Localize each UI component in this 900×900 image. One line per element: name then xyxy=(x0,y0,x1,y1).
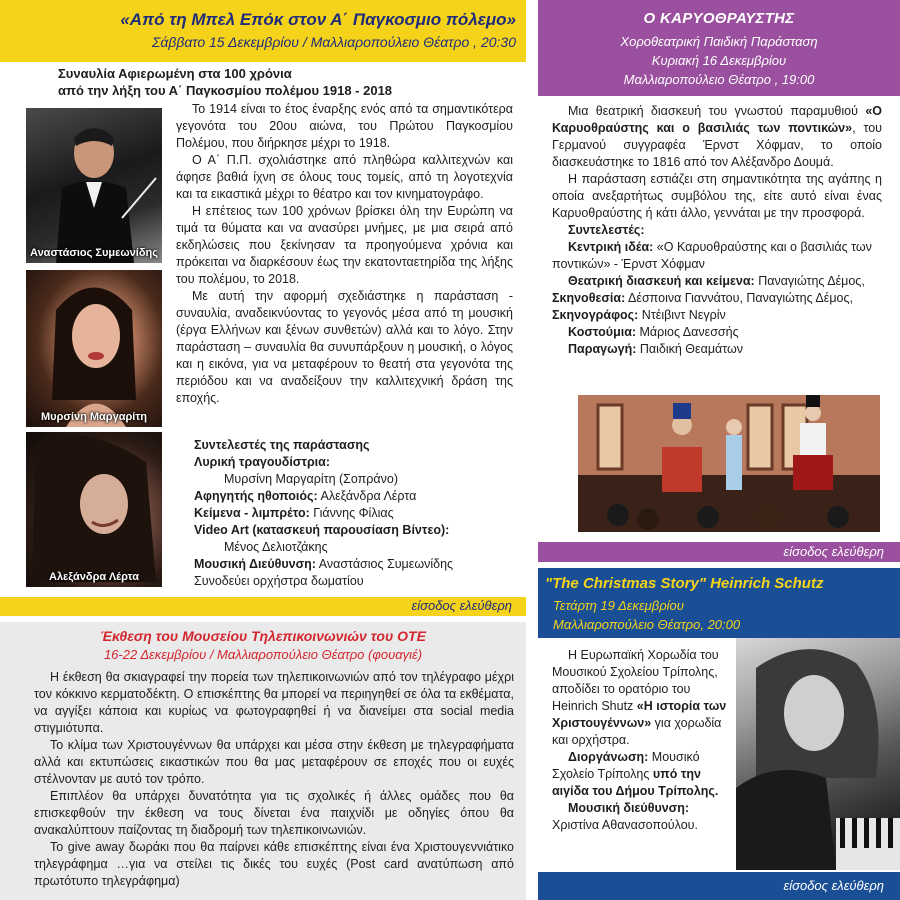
paragraph: To give away δωράκι που θα παίρνει κάθε επισκέπτης είναι ένα Χριστουγεννιάτικο τηλεγράφημα …για να στείλει τις δικές του ευχές (Post card ανατύπωση από πρωτότυπο τηλεγράφημα) xyxy=(34,840,514,888)
nutcracker-date: Κυριακή 16 Δεκεμβρίου xyxy=(651,53,787,68)
credit-label: Λυρική τραγουδίστρια: xyxy=(194,455,330,469)
credit-value: Συνοδεύει ορχήστρα δωματίου xyxy=(194,574,364,588)
photo-caption: Αναστάσιος Συμεωνίδης xyxy=(30,247,158,259)
credit-value: Μυρσίνη Μαργαρίτη (Σοπράνο) xyxy=(224,472,398,486)
left-event-title: «Από τη Μπελ Επόκ στον Α΄ Παγκοσμιο πόλεμο» xyxy=(120,10,516,29)
credit-value: Μουσικό Σχολείο Τρίπολης xyxy=(552,750,700,781)
paragraph: Η επέτειος των 100 χρόνων βρίσκει όλη την Ευρώπη να τιμά τα θύματα και να ανασύρει μνήμες, με μια σειρά από εκδηλώσεις που ξεκίνησαν τα προηγούμενα χρόνια και πρόκειται να διαρκέσουν έως την εκατονταετηρίδα της λήξης του πολέμου, το 2018. xyxy=(176,204,513,286)
credit-value: Μάριος Δανεσσής xyxy=(636,325,739,339)
narrator-figure xyxy=(26,432,162,587)
concert-line-2: από την λήξη του Α΄ Παγκοσμίου πολέμου 1918 - 2018 xyxy=(58,83,393,98)
credit-value: Χριστίνα Αθανασοπούλου. xyxy=(552,818,698,832)
soprano-figure xyxy=(26,270,162,427)
nutcracker-title: Ο ΚΑΡΥΟΘΡΑΥΣΤΗΣ xyxy=(643,10,795,27)
credit-label: Μουσική Διεύθυνση: xyxy=(194,557,316,571)
photo-caption: Μυρσίνη Μαργαρίτη xyxy=(41,411,147,423)
credit-value: Γιάννης Φίλιας xyxy=(309,506,394,520)
stage-scene xyxy=(578,395,880,532)
director-figure xyxy=(736,638,900,870)
credit-line xyxy=(552,273,882,324)
credit-label: Αφηγητής ηθοποιός: xyxy=(194,489,318,503)
credit-label: Σκηνοθεσία: xyxy=(552,291,626,305)
christmas-story-venue: Μαλλιαροπούλειο Θέατρο, 20:00 xyxy=(553,617,741,632)
credit-label: Κοστούμια: xyxy=(568,325,637,339)
credits-heading: Συντελεστές: xyxy=(568,223,645,237)
conductor-figure xyxy=(26,108,162,263)
choir-director-photo xyxy=(736,638,900,870)
credit-label: Θεατρική διασκευή και κείμενα: xyxy=(568,274,755,288)
concert-line-1: Συναυλία Αφιερωμένη στα 100 χρόνια xyxy=(58,66,292,81)
credit-label: Διοργάνωση: xyxy=(568,750,649,764)
credit-line xyxy=(552,341,882,358)
credit-label: Μουσική διεύθυνση: xyxy=(568,801,690,815)
credit-value: Αναστάσιος Συμεωνίδης xyxy=(315,557,454,571)
photo-conductor xyxy=(26,108,162,263)
work-title: «Η ιστορία των Χριστουγέννων» xyxy=(552,699,727,730)
left-event-description xyxy=(176,101,513,407)
christmas-story-date: Τετάρτη 19 Δεκεμβρίου xyxy=(553,598,684,613)
credit-value: Παναγιώτης Δέμος, xyxy=(754,274,865,288)
credit-value: Μένος Δελιοτζάκης xyxy=(224,540,328,554)
nutcracker-genre: Χοροθεατρική Παιδική Παράσταση xyxy=(620,34,818,49)
column-divider xyxy=(531,0,533,900)
paragraph: Ο Α΄ Π.Π. σχολιάστηκε από πληθώρα καλλιτεχνών και άφησε βαθιά ίχνη σε όλους τους τομείς, από τη λογοτεχνία και τα εικαστικά μέχρι το θέατρο και τον κινηματογράφο. xyxy=(176,153,513,201)
christmas-story-free-entry-bar xyxy=(538,872,900,900)
paragraph xyxy=(552,103,882,171)
paragraph: Το 1914 είναι το έτος έναρξης ενός από τα σημαντικότερα γεγονότα του 20ου αιώνα, του Πρώτου Παγκοσμίου Πολέμου, που διήρκησε μέχρι το 1918. xyxy=(176,102,513,150)
nutcracker-free-entry-bar xyxy=(538,542,900,562)
credit-label: Video Art (κατασκευή παρουσίαση Βίντεο): xyxy=(194,523,450,537)
concert-dedication xyxy=(58,65,478,99)
story-title: «Ο Καρυοθραύστης και ο βασιλιάς των ποντικών» xyxy=(552,104,882,135)
nutcracker-venue: Μαλλιαροπούλειο Θέατρο , 19:00 xyxy=(623,72,815,87)
paragraph: Με αυτή την αφορμή σχεδιάστηκε η παράσταση - συναυλία, αναδεικνύοντας το γεγονός μέσα από τη μουσική (έργα Ελλήνων και ξένων συνθετών) αλλά και το λόγο. Στην παράσταση – συναυλία θα συνυπάρξουν η μουσική, ο λόγος και η εικόνα, για να μεταφέρουν το θεατή στα γεγονότα της περιόδου και να αναδείξουν την καλλιτεχνική δράση της εποχής. xyxy=(176,289,513,405)
paragraph: Επιπλέον θα υπάρχει δυνατότητα για τις σχολικές ή άλλες ομάδες που θα επισκεφθούν την έκθεση να τους δίνεται ένα παιχνίδι με οδηγίες όπου θα ανακαλύπτουν παίζοντας τη διαδρομή των τηλεπικοινωνιών. xyxy=(34,789,514,837)
photo-caption: Αλεξάνδρα Λέρτα xyxy=(49,571,139,583)
credit-value: Αλεξάνδρα Λέρτα xyxy=(317,489,417,503)
credit-line xyxy=(552,324,882,341)
left-event-credits xyxy=(194,437,514,590)
text: , του Γερμανού συγγραφέα Έρνστ Χόφμαν, το οποίο διασκευάστηκε το 1816 από τον Αλέξανδρο Δουμά. xyxy=(552,121,882,169)
credit-line xyxy=(552,749,734,800)
free-entry-label: είσοδος ελεύθερη xyxy=(783,878,884,893)
credit-value: «Ο Καρυοθραύστης και ο βασιλιάς των ποντικών» - Έρνστ Χόφμαν xyxy=(552,240,872,271)
credit-value-bold: υπό την αιγίδα του Δήμου Τρίπολης. xyxy=(552,767,719,798)
christmas-story-description xyxy=(552,647,734,834)
christmas-story-title: "The Christmas Story" Heinrich Schutz xyxy=(545,575,824,592)
credit-label: Κείμενα - λιμπρέτο: xyxy=(194,506,310,520)
paragraph xyxy=(552,647,734,749)
credit-value: Ντέιβιντ Νεγρίν xyxy=(638,308,726,322)
credits-heading: Συντελεστές της παράστασης xyxy=(194,438,370,452)
paragraph: Η έκθεση θα σκιαγραφεί την πορεία των τηλεπικοινωνιών από τον τηλέγραφο μέχρι τον κόκκινο κερματοδέκτη. Ο επισκέπτης θα μπορεί να περιηγηθεί σε όλα τα εκθέματα, να αγγίξει κάποια και κυρίως να φωτογραφηθεί ή να διανείμει στα social media στιγμιότυπα. xyxy=(34,670,514,735)
left-event-date: Σάββατο 15 Δεκεμβρίου / Μαλλιαροπούλειο Θέατρο , 20:30 xyxy=(151,34,516,50)
exhibition-title: Έκθεση του Μουσείου Τηλεπικοινωνιών του ΟΤΕ xyxy=(100,628,426,644)
free-entry-label: είσοδος ελεύθερη xyxy=(783,544,884,559)
paragraph: Η παράσταση εστιάζει στη σημαντικότητα της αγάπης η οποία ανεξαρτήτως συμβόλου της, είτε αυτό είναι ένας Καρυοθραύστης ή κάτι άλλο, γεννάται με την προσφορά. xyxy=(552,172,882,220)
credit-value: Δέσποινα Γιαννάτου, Παναγιώτης Δέμος, xyxy=(625,291,853,305)
credit-label: Κεντρική ιδέα: xyxy=(568,240,654,254)
credit-value: Παιδική Θεαμάτων xyxy=(636,342,744,356)
credit-label: Παραγωγή: xyxy=(568,342,637,356)
free-entry-label: είσοδος ελεύθερη xyxy=(411,598,512,613)
exhibition-date: 16-22 Δεκεμβρίου / Μαλλιαροπούλειο Θέατρο (φουαγιέ) xyxy=(103,647,423,662)
nutcracker-stage-photo xyxy=(578,395,880,532)
exhibition-description xyxy=(34,669,514,890)
photo-soprano xyxy=(26,270,162,427)
nutcracker-description xyxy=(552,103,882,358)
text: Μια θεατρική διασκευή του γνωστού παραμυθιού xyxy=(568,104,866,118)
text: για χορωδία και ορχήστρα. xyxy=(552,716,722,747)
credit-label: Σκηνογράφος: xyxy=(552,308,639,322)
left-event-free-entry-bar xyxy=(0,597,526,616)
text: Η Ευρωπαϊκή Χορωδία του Μουσικού Σχολείου Τρίπολης, αποδίδει το ορατόριο του Heinrich Shutz xyxy=(552,648,719,713)
paragraph: Το κλίμα των Χριστουγέννων θα υπάρχει και μέσα στην έκθεση με τηλεγραφήματα αλλά και εκτυπώσεις εικαστικών που θα μας μεταφέρουν σε εποχές που οι ευχές στέλνονταν με αυτό τον τρόπο. xyxy=(34,738,514,786)
credit-line xyxy=(552,239,882,273)
photo-narrator xyxy=(26,432,162,587)
